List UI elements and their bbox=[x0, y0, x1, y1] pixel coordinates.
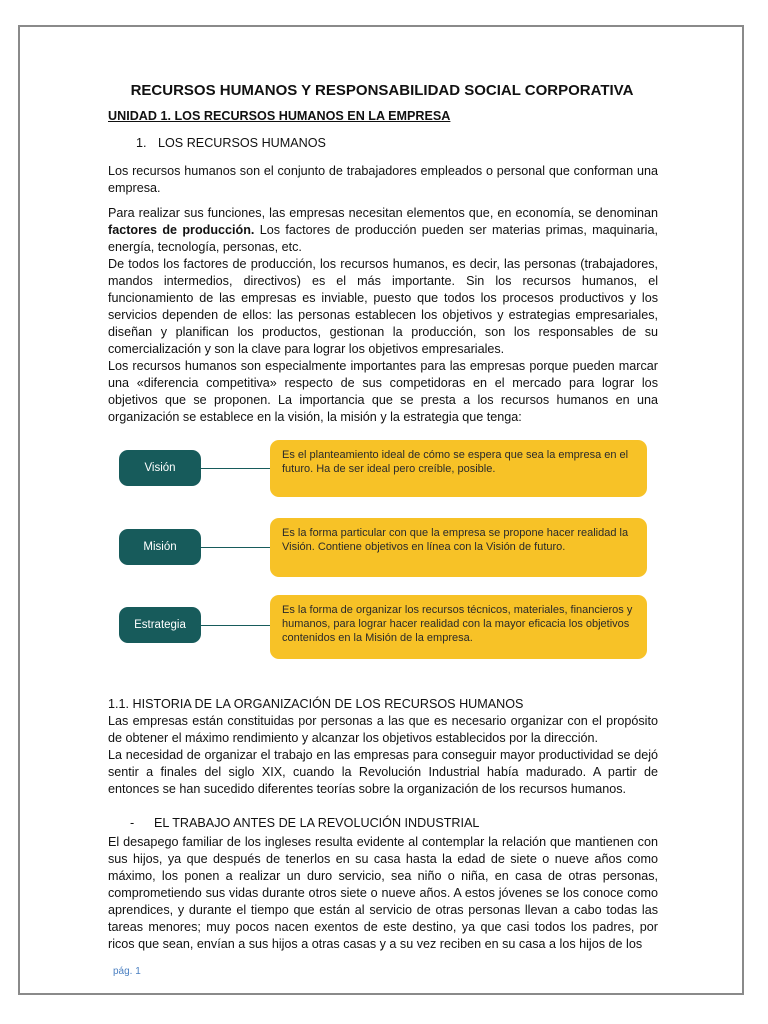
strategy-box: Es la forma de organizar los recursos técnicos, materiales, financieros y humanos, para lograr hacer realidad con la mayor eficacia los objetivos contenidos en la Misión de la empresa. bbox=[270, 595, 647, 659]
document-content bbox=[108, 82, 658, 953]
vision-mission-strategy-diagram bbox=[108, 440, 658, 690]
unit-heading: UNIDAD 1. LOS RECURSOS HUMANOS EN LA EMPRESA bbox=[108, 109, 451, 123]
strategy-connector bbox=[201, 625, 271, 626]
paragraph-factors-rest: Los factores de producción pueden ser materias primas, maquinaria, energía, tecnología, personas, etc. bbox=[108, 223, 658, 254]
factors-bold-term: factores de producción. bbox=[108, 223, 255, 237]
paragraph-importance: De todos los factores de producción, los recursos humanos, es decir, las personas (trabajadores, mandos intermedios, directivos) es el más importante. Sin los recursos humanos, el funcionamiento de las empresas es inviable, puesto que todos los procesos productivos y los servicios dependen de ellos: las personas establecen los objetivos y estrategias empresariales, diseñan y planifican los productos, gestionan la producción, son los responsables de su comercialización y son la clave para lograr los objetivos empresariales. bbox=[108, 257, 658, 356]
paragraph-apprentices: El desapego familiar de los ingleses resulta evidente al contemplar la relación que mantienen con sus hijos, ya que después de tenerlos en su casa hasta la edad de siete o nueve años como máximo, los ponen a realizar un duro servicio, sea niño o niña, en casa de otras personas, comprometiendo sus vidas durante otros siete o nueve años. A estos jóvenes se los conoce como aprendices, y durante el tiempo que están al servicio de otras personas llevan a cabo todas las tareas menores; muy pocos nacen exentos de este destino, ya que casi todos los padres, por ricos que sean, envían a sus hijos a otras casas y a su vez reciben en su casa a los hijos de los bbox=[108, 835, 658, 951]
list-dash: - bbox=[130, 816, 135, 830]
paragraph-factors bbox=[108, 205, 658, 256]
pre-industrial-title: EL TRABAJO ANTES DE LA REVOLUCIÓN INDUSTRIAL bbox=[154, 816, 480, 830]
vision-pill: Visión bbox=[119, 450, 201, 486]
section-heading bbox=[108, 135, 658, 152]
document-title: RECURSOS HUMANOS Y RESPONSABILIDAD SOCIAL CORPORATIVA bbox=[130, 82, 634, 99]
paragraph-factors-text: Para realizar sus funciones, las empresas necesitan elementos que, en economía, se denominan bbox=[108, 206, 658, 220]
strategy-pill: Estrategia bbox=[119, 607, 201, 643]
section-title: LOS RECURSOS HUMANOS bbox=[158, 136, 326, 150]
mission-box: Es la forma particular con que la empresa se propone hacer realidad la Visión. Contiene objetivos en línea con la Visión de futuro. bbox=[270, 518, 647, 577]
mission-connector bbox=[201, 547, 271, 548]
vision-connector bbox=[201, 468, 271, 469]
page-number: pág. 1 bbox=[113, 966, 141, 977]
paragraph-industrial: La necesidad de organizar el trabajo en las empresas para conseguir mayor productividad se dejó sentir a finales del siglo XIX, cuando la Revolución Industrial había madurado. A partir de entonces se han sucedido diferentes teorías sobre la organización de los recursos humanos. bbox=[108, 748, 658, 796]
paragraph-definition: Los recursos humanos son el conjunto de trabajadores empleados o personal que conforman una empresa. bbox=[108, 164, 658, 195]
paragraph-organizations: Las empresas están constituidas por personas a las que es necesario organizar con el propósito de obtener el máximo rendimiento y alcanzar los objetivos establecidos por la dirección. bbox=[108, 714, 658, 745]
mission-pill: Misión bbox=[119, 529, 201, 565]
section-number: 1. bbox=[136, 136, 147, 150]
subsection-heading: 1.1. HISTORIA DE LA ORGANIZACIÓN DE LOS RECURSOS HUMANOS bbox=[108, 697, 524, 711]
vision-box: Es el planteamiento ideal de cómo se espera que sea la empresa en el futuro. Ha de ser ideal pero creíble, posible. bbox=[270, 440, 647, 497]
pre-industrial-heading bbox=[108, 815, 658, 832]
paragraph-competitive: Los recursos humanos son especialmente importantes para las empresas porque pueden marcar una «diferencia competitiva» respecto de sus competidoras en el mercado para lograr los objetivos que se proponen. La importancia que se presta a los recursos humanos en una organización se establece en la visión, la misión y la estrategia que tenga: bbox=[108, 359, 658, 424]
